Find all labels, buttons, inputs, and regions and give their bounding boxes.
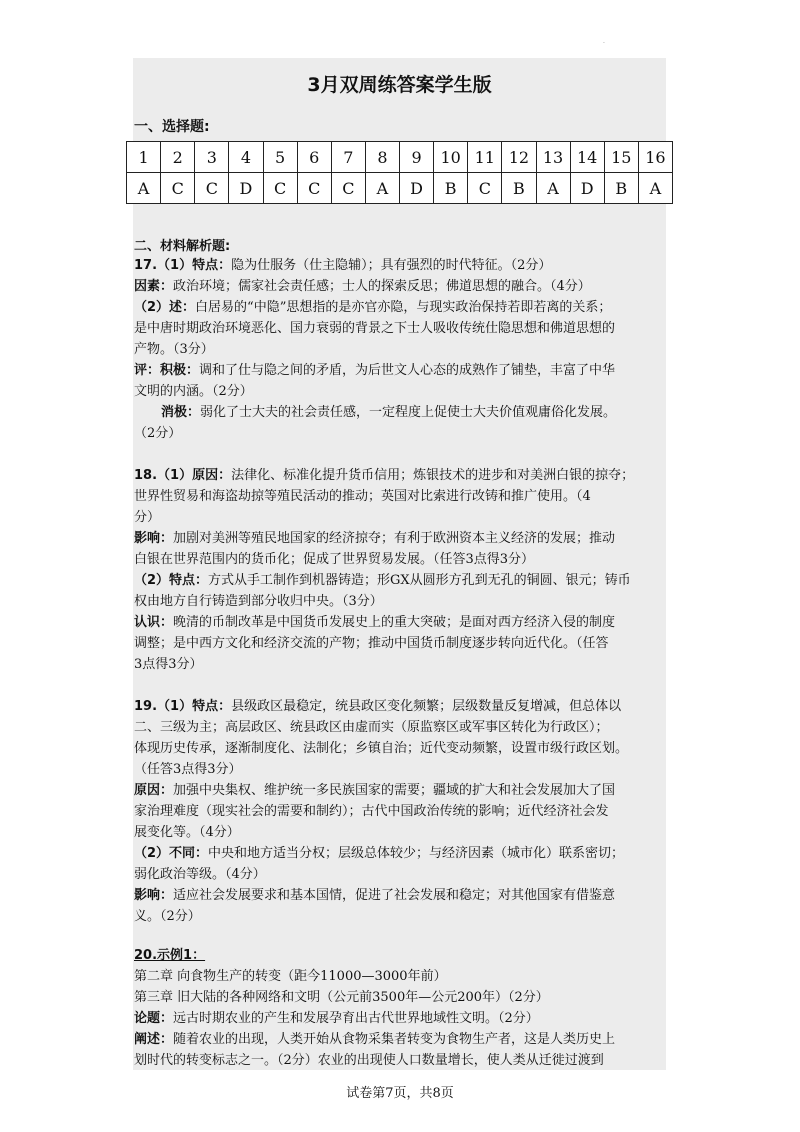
- q18-line-2: 世界性贸易和海盗劫掠等殖民活动的推动；英国对比索进行改铸和推广使用。（4: [134, 489, 591, 504]
- q20-line-5: 阐述：随着农业的出现，人类开始从食物采集者转变为食物生产者，这是人类历史上: [134, 1032, 616, 1047]
- q17-line-4: 是中唐时期政治环境恶化、国力衰弱的背景之下士人吸收传统仕隐思想和佛道思想的: [134, 321, 616, 336]
- answer-cell: D: [229, 173, 263, 204]
- answer-cell: A: [365, 173, 399, 204]
- answer-cell: C: [331, 173, 365, 204]
- section2-heading: 二、材料解析题:: [134, 239, 231, 254]
- page-title: 3月双周练答案学生版: [307, 74, 492, 96]
- q17-line-8: 消极：弱化了士大夫的社会责任感，一定程度上促使士大夫价值观庸俗化发展。: [161, 405, 617, 420]
- q19-line-9: 弱化政治等级。（4分）: [134, 867, 266, 882]
- q17-line-1: 17.（1）特点：隐为仕服务（仕主隐辅）；具有强烈的时代特征。（2分）: [134, 258, 552, 273]
- question-number-cell: 8: [365, 142, 399, 173]
- answer-cell: B: [434, 173, 468, 204]
- question-number-cell: 9: [400, 142, 434, 173]
- corner-mark: .: [603, 38, 605, 45]
- q19-line-6: 家治理难度（现实社会的需要和制约）；古代中国政治传统的影响；近代经济社会发: [134, 804, 609, 819]
- q19-line-11: 义。（2分）: [134, 909, 201, 924]
- answer-cell: D: [400, 173, 434, 204]
- q18-line-5: 白银在世界范围内的货币化；促成了世界贸易发展。（任答3点得3分）: [134, 552, 535, 567]
- answer-cell: B: [502, 173, 536, 204]
- q18-line-3: 分）: [134, 510, 161, 525]
- q18-line-7: 权由地方自行铸造到部分收归中央。（3分）: [134, 594, 383, 609]
- answer-cell: C: [161, 173, 195, 204]
- q20-line-6: 划时代的转变标志之一。（2分）农业的出现使人口数量增长，使人类从迁徙过渡到: [134, 1053, 604, 1068]
- q17-line-6: 评：积极：调和了仕与隐之间的矛盾，为后世文人心态的成熟作了铺垫，丰富了中华: [134, 363, 616, 378]
- q19-line-5: 原因：加强中央集权、维护统一多民族国家的需要；疆域的扩大和社会发展加大了国: [134, 783, 616, 798]
- q20-line-4: 论题：远古时期农业的产生和发展孕育出古代世界地域性文明。（2分）: [134, 1011, 539, 1026]
- question-number-cell: 3: [195, 142, 229, 173]
- question-number-cell: 1: [127, 142, 161, 173]
- q19-line-7: 展变化等。（4分）: [134, 825, 240, 840]
- answer-cell: A: [638, 173, 672, 204]
- answer-cell: D: [570, 173, 604, 204]
- q19-line-10: 影响：适应社会发展要求和基本国情，促进了社会发展和稳定；对其他国家有借鉴意: [134, 888, 616, 903]
- page-footer: 试卷第7页，共8页: [346, 1086, 454, 1101]
- question-number-cell: 14: [570, 142, 604, 173]
- q20-line-1: 20.示例1：: [134, 948, 206, 963]
- q20-line-3: 第三章 旧大陆的各种网络和文明（公元前3500年—公元200年）（2分）: [134, 990, 549, 1005]
- answer-cell: B: [604, 173, 638, 204]
- q17-line-2: 因素：政治环境；儒家社会责任感；士人的探索反思；佛道思想的融合。（4分）: [134, 279, 591, 294]
- answer-cell: C: [263, 173, 297, 204]
- answer-cell: C: [195, 173, 229, 204]
- answer-cell: C: [297, 173, 331, 204]
- q18-line-9: 调整；是中西方文化和经济交流的产物；推动中国货币制度逐步转向近代化。（任答: [134, 636, 609, 651]
- q19-line-8: （2）不同：中央和地方适当分权；层级总体较少；与经济因素（城市化）联系密切；: [134, 846, 625, 861]
- q20-line-2: 第二章 向食物生产的转变（距今11000—3000年前）: [134, 969, 447, 984]
- question-number-cell: 10: [434, 142, 468, 173]
- q18-line-1: 18.（1）原因：法律化、标准化提升货币信用；炼银技术的进步和对美洲白银的掠夺；: [134, 468, 635, 483]
- question-number-cell: 2: [161, 142, 195, 173]
- q17-line-9: （2分）: [134, 426, 182, 441]
- answer-cell: A: [127, 173, 161, 204]
- question-number-row: [127, 142, 673, 173]
- q18-line-10: 3点得3分）: [134, 657, 203, 672]
- question-number-cell: 4: [229, 142, 263, 173]
- question-number-cell: 6: [297, 142, 331, 173]
- q18-line-8: 认识：晚清的币制改革是中国货币发展史上的重大突破；是面对西方经济入侵的制度: [134, 615, 616, 630]
- answer-table: [126, 141, 673, 204]
- q17-line-3: （2）述：白居易的“中隐”思想指的是亦官亦隐，与现实政治保持若即若离的关系；: [134, 300, 612, 315]
- q19-line-3: 体现历史传承，逐渐制度化、法制化；乡镇自治；近代变动频繁，设置市级行政区划。: [134, 741, 629, 756]
- answer-row: [127, 173, 673, 204]
- q19-line-4: （任答3点得3分）: [134, 762, 242, 777]
- question-number-cell: 5: [263, 142, 297, 173]
- question-number-cell: 15: [604, 142, 638, 173]
- q18-line-4: 影响：加剧对美洲等殖民地国家的经济掠夺；有利于欧洲资本主义经济的发展；推动: [134, 531, 616, 546]
- section1-heading: 一、选择题:: [134, 119, 210, 135]
- q19-line-2: 二、三级为主；高层政区、统县政区由虚而实（原监察区或军事区转化为行政区）；: [134, 720, 609, 735]
- answer-cell: A: [536, 173, 570, 204]
- q19-line-1: 19.（1）特点：县级政区最稳定，统县政区变化频繁；层级数量反复增减，但总体以: [134, 699, 622, 714]
- answer-cell: C: [468, 173, 502, 204]
- question-number-cell: 13: [536, 142, 570, 173]
- q17-line-7: 文明的内涵。（2分）: [134, 384, 253, 399]
- q18-line-6: （2）特点：方式从手工制作到机器铸造；形GX从圆形方孔到无孔的铜圆、银元；铸币: [134, 573, 631, 588]
- question-number-cell: 11: [468, 142, 502, 173]
- question-number-cell: 12: [502, 142, 536, 173]
- question-number-cell: 16: [638, 142, 672, 173]
- question-number-cell: 7: [331, 142, 365, 173]
- q17-line-5: 产物。（3分）: [134, 342, 214, 357]
